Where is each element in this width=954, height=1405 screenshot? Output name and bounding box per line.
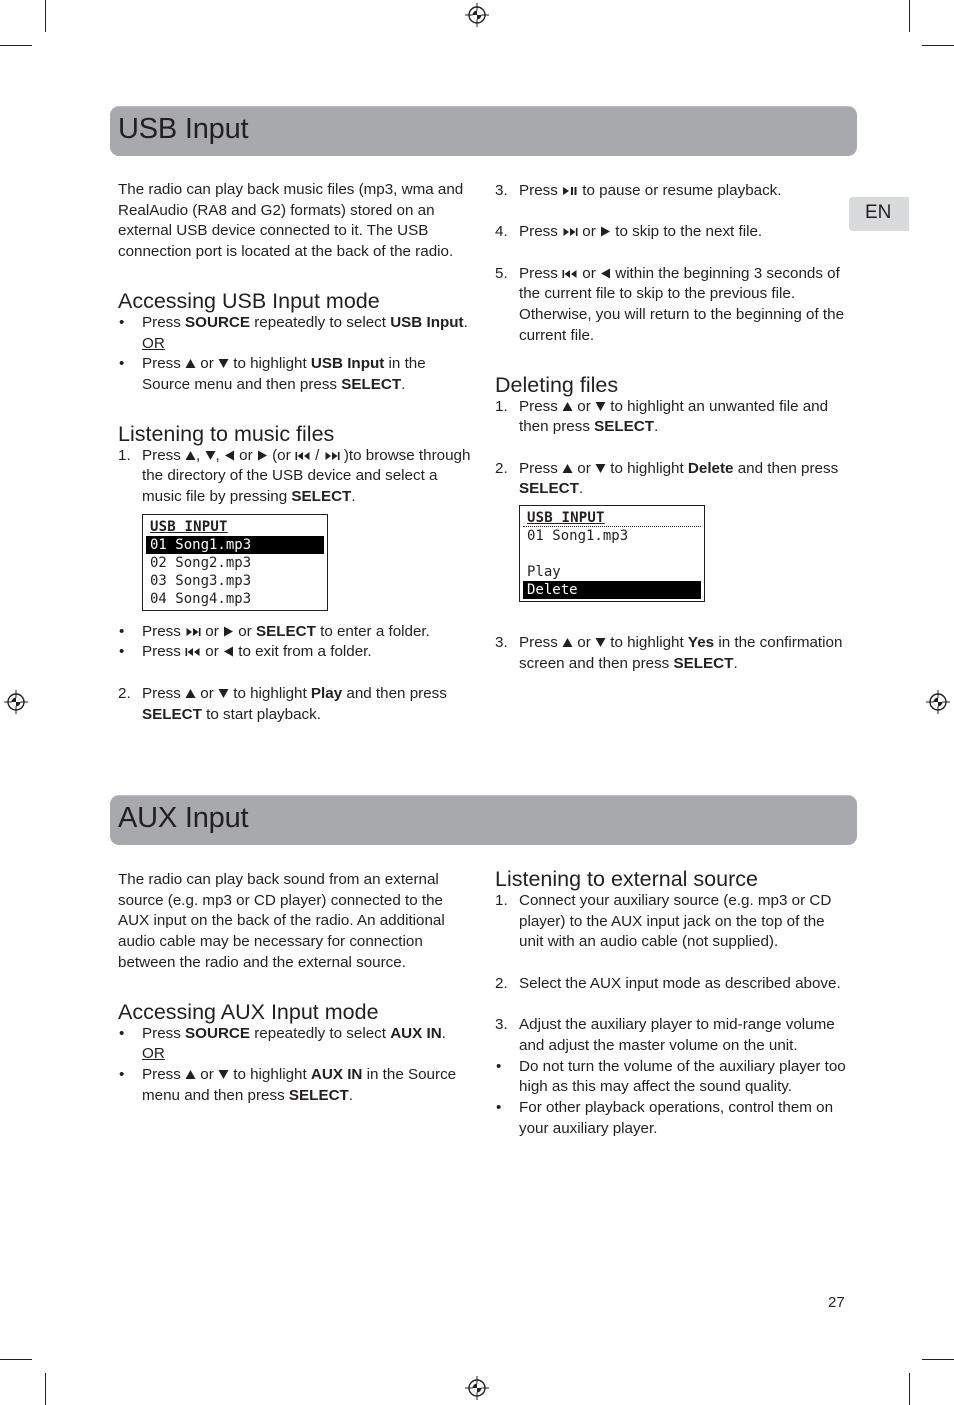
play-pause-icon <box>562 186 578 196</box>
crop-mark <box>45 1373 46 1405</box>
bullet: • <box>119 1065 125 1083</box>
lcd-play-row: Play <box>527 564 561 581</box>
down-arrow-icon <box>595 637 606 648</box>
lcd-row: 02 Song2.mp3 <box>150 554 252 571</box>
source-key: SOURCE <box>185 1024 251 1042</box>
usb-right-column <box>495 181 847 675</box>
language-tab-label: EN <box>865 202 892 223</box>
usb-input-label: USB Input <box>390 313 464 331</box>
accessing-usb-step-alt: • Press or to highlight USB Input in the Source menu and then press SELECT. <box>119 355 426 393</box>
or-separator: OR <box>142 334 165 352</box>
bullet: • <box>496 1057 502 1075</box>
left-arrow-icon <box>224 450 235 461</box>
skip-next-icon <box>562 227 578 237</box>
listening-external-heading: Listening to external source <box>495 867 758 891</box>
left-arrow-icon <box>600 268 611 279</box>
up-arrow-icon <box>562 637 573 648</box>
lcd-title: USB INPUT <box>523 509 701 527</box>
usb-intro-paragraph: The radio can play back music files (mp3, wma and RealAudio (RA8 and G2) formats) stored on an external USB device connected to it. The USB connection port is located at the back of the radio. <box>118 181 464 261</box>
aux-section-title: AUX Input <box>118 802 249 834</box>
skip-next-icon <box>185 627 201 637</box>
bullet: • <box>119 643 125 661</box>
listening-music-heading: Listening to music files <box>118 421 335 446</box>
deleting-step-2: 2. Press or to highlight Delete and then press SELECT. USB INPUT 01 Song1.mp3 Play Delete <box>495 459 847 602</box>
lcd-song-list <box>142 514 328 611</box>
registration-mark-icon <box>926 690 950 714</box>
registration-mark-icon <box>465 1376 489 1400</box>
source-key: SOURCE <box>185 313 251 331</box>
or-separator: OR <box>142 1045 165 1063</box>
listening-step-2: 2. Press or to highlight Play and then press SELECT to start playback. <box>118 684 447 723</box>
down-arrow-icon <box>218 358 229 369</box>
listening-step-1: 1. Press , , or (or / )to browse through the directory of the USB device and select a music file by pressing SELECT. USB INPUT 01 Song1.mp3 02 Song2.mp3 03 Song3.mp3 04 Song4.mp3 <box>118 446 474 611</box>
bullet: • <box>496 1099 502 1116</box>
listening-step-4: 4. Press or to skip to the next file. <box>495 223 763 241</box>
aux-section-banner <box>110 795 857 845</box>
language-tab <box>849 197 909 231</box>
external-step-1: 1. Connect your auxiliary source (e.g. mp3 or CD player) to the AUX input jack on the top of the unit with an audio cable (not supplied). <box>495 892 832 951</box>
right-arrow-icon <box>257 450 268 461</box>
usb-left-column <box>118 180 474 725</box>
down-arrow-icon <box>595 401 606 412</box>
usb-section-banner <box>110 106 857 156</box>
lcd-blank-row <box>523 545 701 563</box>
accessing-usb-step: • Press SOURCE repeatedly to select USB Input. OR <box>118 313 474 354</box>
aux-left-column <box>118 870 474 1106</box>
external-step-2: 2. Select the AUX input mode as described above. <box>495 974 841 992</box>
accessing-aux-step-alt: • Press or to highlight AUX IN in the Source menu and then press SELECT. <box>119 1065 457 1104</box>
bullet: • <box>119 1024 125 1042</box>
down-arrow-icon <box>595 463 606 474</box>
crop-mark <box>909 1373 910 1405</box>
up-arrow-icon <box>562 463 573 474</box>
external-step-3: 3. Adjust the auxiliary player to mid-range volume and adjust the master volume on the unit. <box>495 1016 835 1054</box>
bullet: • <box>119 313 125 331</box>
down-arrow-icon <box>218 688 229 699</box>
aux-right-column <box>495 867 847 1139</box>
deleting-step-3: 3. Press or to highlight Yes in the confirmation screen and then press SELECT. <box>495 634 843 672</box>
registration-mark-icon <box>4 690 28 714</box>
down-arrow-icon <box>218 1069 229 1080</box>
page-number: 27 <box>828 1294 845 1311</box>
aux-in-label: AUX IN <box>390 1024 442 1042</box>
crop-mark <box>45 0 46 32</box>
left-arrow-icon <box>223 646 234 657</box>
down-arrow-icon <box>205 450 216 461</box>
listening-step-5: 5. Press or within the beginning 3 seconds of the current file to skip to the previous file. Otherwise, you will return to the beginning of the current file. <box>495 264 845 344</box>
bullet: • <box>119 355 125 373</box>
skip-previous-icon <box>185 647 201 657</box>
up-arrow-icon <box>185 1069 196 1080</box>
up-arrow-icon <box>185 450 196 461</box>
skip-previous-icon <box>295 451 311 461</box>
listening-step-3: 3. Press to pause or resume playback. <box>495 182 782 199</box>
right-arrow-icon <box>600 226 611 237</box>
lcd-delete-menu <box>519 505 705 602</box>
deleting-files-heading: Deleting files <box>495 372 619 397</box>
bullet: • <box>119 622 125 640</box>
usb-section-title: USB Input <box>118 113 249 145</box>
crop-mark <box>0 1359 32 1360</box>
right-arrow-icon <box>223 626 234 637</box>
crop-mark <box>922 45 954 46</box>
enter-folder-note: • Press or or SELECT to enter a folder. <box>118 622 474 643</box>
lcd-row: 03 Song3.mp3 <box>150 572 252 589</box>
lcd-delete-row-selected: Delete <box>523 581 701 599</box>
skip-next-icon <box>324 451 340 461</box>
accessing-usb-heading: Accessing USB Input mode <box>118 288 380 313</box>
exit-folder-note: • Press or to exit from a folder. <box>118 642 474 663</box>
skip-previous-icon <box>562 269 578 279</box>
crop-mark <box>0 45 32 46</box>
volume-note: • Do not turn the volume of the auxiliary player too high as this may affect the sound quality. <box>496 1057 846 1096</box>
accessing-aux-step: • Press SOURCE repeatedly to select AUX IN. OR <box>118 1024 474 1065</box>
accessing-aux-heading: Accessing AUX Input mode <box>118 999 379 1024</box>
up-arrow-icon <box>185 688 196 699</box>
playback-note: • For other playback operations, control them on your auxiliary player. <box>496 1099 834 1137</box>
lcd-title: USB INPUT <box>150 518 228 535</box>
lcd-row: 04 Song4.mp3 <box>150 590 252 607</box>
up-arrow-icon <box>562 401 573 412</box>
deleting-step-1: 1. Press or to highlight an unwanted file and then press SELECT. <box>495 397 829 436</box>
crop-mark <box>922 1359 954 1360</box>
crop-mark <box>909 0 910 32</box>
lcd-row-selected: 01 Song1.mp3 <box>146 536 324 554</box>
registration-mark-icon <box>465 3 489 27</box>
aux-intro-paragraph: The radio can play back sound from an external source (e.g. mp3 or CD player) connected to the AUX input on the back of the radio. An additional audio cable may be necessary for connection between the radio and the external source. <box>118 871 445 971</box>
up-arrow-icon <box>185 358 196 369</box>
lcd-file-row: 01 Song1.mp3 <box>527 528 629 545</box>
